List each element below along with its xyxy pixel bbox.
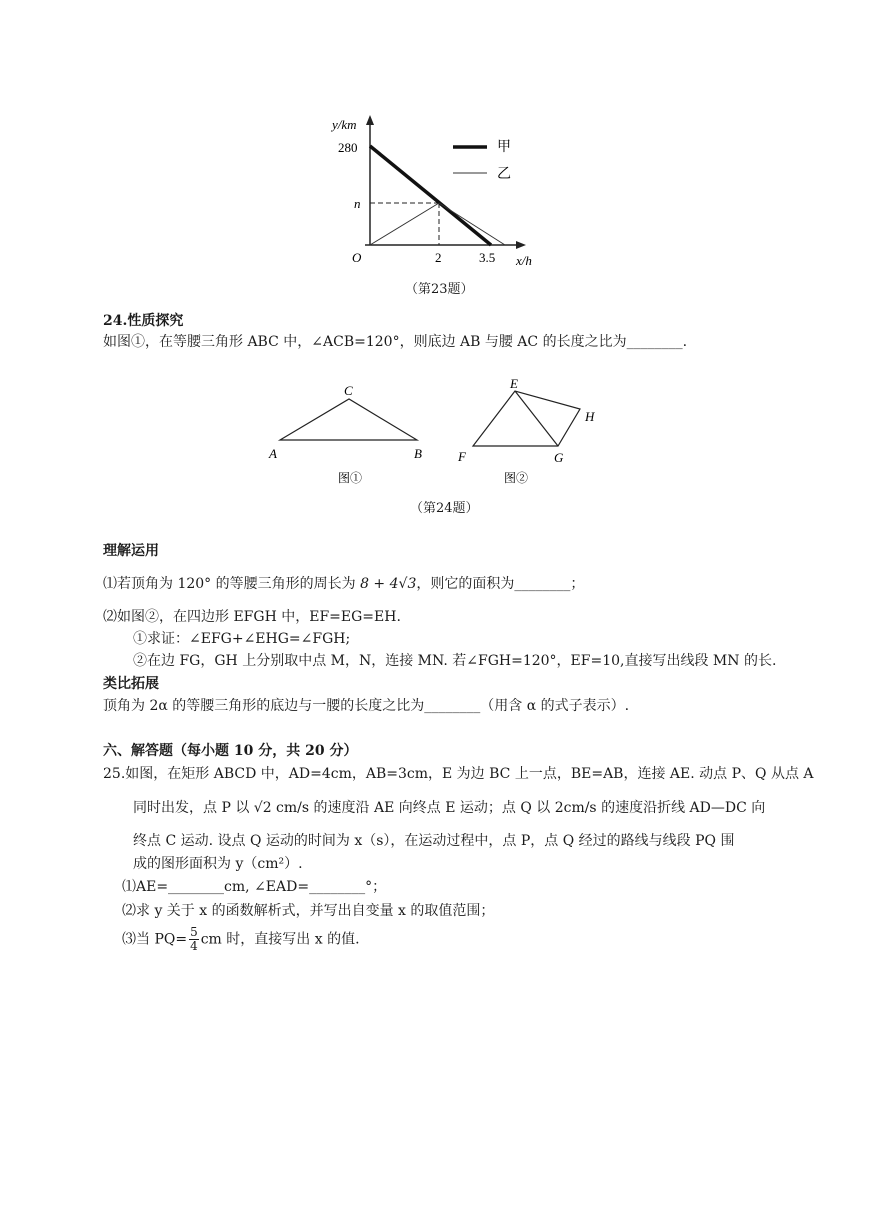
fig2-point-h: H (585, 409, 595, 424)
legend-jia-label: 甲 (497, 140, 511, 155)
q24-part1-text-a: ⑴若顶角为 120° 的等腰三角形的周长为 (103, 576, 361, 592)
x-tick-3-5: 3.5 (479, 250, 496, 265)
q25-line4: 成的图形面积为 y（cm²）. (133, 856, 303, 872)
quadrilateral-efgh (473, 391, 580, 446)
q24-intro: 如图①，在等腰三角形 ABC 中，∠ACB=120°，则底边 AB 与腰 AC 的长度之比为________. (103, 334, 688, 350)
x-axis-arrow (516, 241, 526, 249)
fig2-point-g: G (554, 450, 564, 465)
q25-sub3-text-b: cm 时，直接写出 x 的值. (200, 931, 360, 948)
x-axis-label: x/h (516, 253, 532, 268)
ext-text: 顶角为 2α 的等腰三角形的底边与一腰的长度之比为________（用含 α 的式子表示）. (103, 698, 630, 714)
segment-eg (515, 391, 558, 446)
y-tick-280: 280 (338, 140, 358, 155)
q25-line2: 同时出发，点 P 以 √2 cm/s 的速度沿 AE 向终点 E 运动；点 Q 以 2cm/s 的速度沿折线 AD—DC 向 (133, 800, 766, 816)
q25-line1: 25.如图，在矩形 ABCD 中，AD=4cm，AB=3cm，E 为边 BC 上一点，BE=AB，连接 AE. 动点 P、Q 从点 A (103, 766, 814, 782)
fig1-label: 图① (338, 471, 363, 485)
fraction-numerator: 5 (190, 925, 198, 939)
q24-figures (260, 372, 610, 492)
q24-part2: ⑵如图②，在四边形 EFGH 中，EF=EG=EH. (103, 609, 401, 625)
q25-sub1: ⑴AE=________cm, ∠EAD=________°； (122, 879, 387, 895)
origin-label: O (352, 250, 362, 265)
fig2-point-f: F (458, 449, 466, 464)
q24-part1-math: 8 + 4√3 (360, 576, 417, 592)
q24-part2-2: ②在边 FG，GH 上分别取中点 M，N，连接 MN. 若∠FGH=120°，EF=10,直接写出线段 MN 的长. (133, 653, 777, 669)
fraction-5-4 (189, 926, 199, 953)
fraction-denominator: 4 (190, 939, 198, 953)
line-jia (370, 146, 491, 245)
x-tick-2: 2 (435, 250, 442, 265)
q25-sub2: ⑵求 y 关于 x 的函数解析式，并写出自变量 x 的取值范围； (122, 903, 495, 919)
y-axis-label: y/km (332, 117, 357, 132)
fig2-point-e: E (510, 376, 518, 391)
y-tick-n: n (354, 196, 361, 211)
line-yi-up (370, 203, 439, 245)
q25-sub3 (122, 926, 360, 953)
legend-yi-label: 乙 (497, 167, 511, 182)
q25-line3: 终点 C 运动. 设点 Q 运动的时间为 x（s），在运动过程中，点 P，点 Q 经过的路线与线段 PQ 围 (133, 833, 735, 849)
y-axis-arrow (366, 115, 374, 125)
line-yi-down (439, 203, 505, 245)
section6-heading: 六、解答题（每小题 10 分，共 20 分） (103, 743, 358, 759)
q23-caption: （第23题） (405, 282, 474, 297)
q24-part1-text-b: ，则它的面积为________； (416, 576, 585, 592)
q23-graph (325, 112, 550, 272)
q24-part2-1: ①求证：∠EFG+∠EHG=∠FGH; (133, 631, 351, 647)
apply-heading: 理解运用 (103, 543, 159, 559)
q25-sub3-text-a: ⑶当 PQ= (122, 931, 188, 948)
q24-caption: （第24题） (410, 501, 479, 516)
triangle-abc (280, 399, 417, 440)
ext-heading: 类比拓展 (103, 676, 159, 692)
fig1-point-c: C (344, 383, 353, 398)
fig1-point-b: B (414, 446, 422, 461)
q24-part1 (103, 575, 584, 593)
fig1-point-a: A (269, 446, 277, 461)
q24-heading: 24.性质探究 (103, 313, 184, 329)
fig2-label: 图② (504, 471, 529, 485)
